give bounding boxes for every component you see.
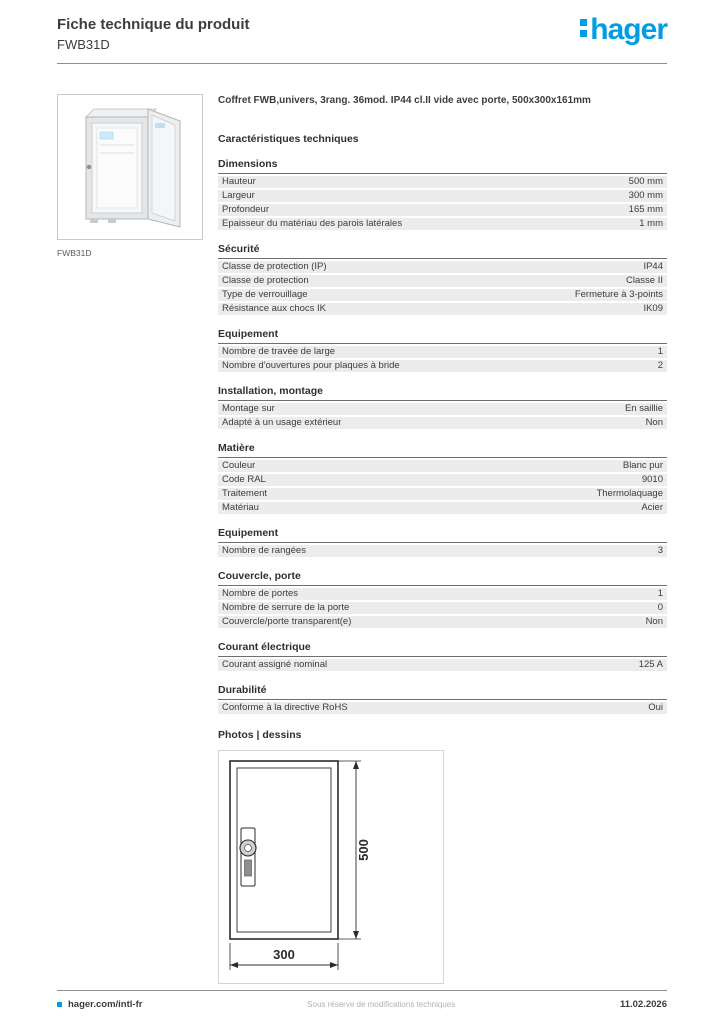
spec-label: Montage sur — [222, 403, 275, 415]
spec-row — [218, 275, 667, 287]
spec-row — [218, 616, 667, 628]
spec-section-title: Equipement — [218, 328, 667, 344]
spec-rows — [218, 588, 667, 628]
drawing-height-label: 500 — [356, 838, 371, 861]
footer-left — [57, 999, 142, 1010]
spec-row — [218, 460, 667, 472]
drawing-heading: Photos | dessins — [218, 728, 302, 741]
spec-rows — [218, 403, 667, 429]
spec-label: Couvercle/porte transparent(e) — [222, 616, 352, 628]
footer-date: 11.02.2026 — [619, 999, 667, 1010]
page-header — [57, 13, 667, 64]
spec-label: Nombre de rangées — [222, 545, 306, 557]
spec-value: IP44 — [643, 261, 663, 273]
spec-label: Courant assigné nominal — [222, 659, 328, 671]
photo-column — [57, 94, 203, 984]
spec-value: 300 mm — [628, 190, 663, 202]
spec-row — [218, 702, 667, 714]
hager-logo-text: hager — [590, 13, 667, 46]
spec-value: 500 mm — [628, 176, 663, 188]
spec-rows — [218, 702, 667, 714]
spec-label: Résistance aux chocs IK — [222, 303, 327, 315]
spec-value: 1 mm — [639, 218, 663, 230]
product-photo — [64, 101, 196, 233]
spec-section-title: Dimensions — [218, 158, 667, 174]
product-code: FWB31D — [57, 37, 110, 52]
page-footer — [57, 990, 667, 1010]
spec-section-title: Sécurité — [218, 243, 667, 259]
spec-section — [218, 684, 667, 714]
spec-rows — [218, 176, 667, 230]
spec-value: 1 — [657, 346, 663, 358]
spec-section — [218, 442, 667, 514]
spec-section — [218, 641, 667, 671]
spec-value: 9010 — [641, 474, 663, 486]
spec-value: 2 — [657, 360, 663, 372]
spec-row — [218, 417, 667, 429]
spec-row — [218, 659, 667, 671]
spec-row — [218, 261, 667, 273]
spec-row — [218, 403, 667, 415]
spec-row — [218, 303, 667, 315]
spec-section — [218, 328, 667, 372]
drawing-width-label: 300 — [273, 946, 295, 962]
spec-value: Acier — [641, 502, 663, 514]
spec-value: Non — [645, 616, 663, 628]
spec-row — [218, 602, 667, 614]
hager-logo — [580, 13, 667, 46]
product-description: Coffret FWB,univers, 3rang. 36mod. IP44 cl.II vide avec porte, 500x300x161mm — [218, 94, 591, 106]
main-content — [57, 94, 667, 984]
spec-section — [218, 243, 667, 315]
spec-row — [218, 502, 667, 514]
spec-value: Classe II — [626, 275, 663, 287]
spec-rows — [218, 460, 667, 514]
spec-label: Classe de protection (IP) — [222, 261, 327, 273]
spec-row — [218, 488, 667, 500]
spec-value: IK09 — [643, 303, 663, 315]
spec-label: Epaisseur du matériau des parois latérales — [222, 218, 403, 230]
hager-logo-colon-icon — [580, 19, 587, 37]
spec-value: 0 — [657, 602, 663, 614]
product-photo-frame — [57, 94, 203, 240]
spec-section-title: Durabilité — [218, 684, 667, 700]
spec-rows — [218, 261, 667, 315]
footer-website-link[interactable]: hager.com/intl-fr — [68, 999, 143, 1010]
spec-value: Blanc pur — [622, 460, 663, 472]
footer-disclaimer: Sous réserve de modifications techniques — [307, 1000, 456, 1009]
spec-label: Largeur — [222, 190, 255, 202]
spec-label: Profondeur — [222, 204, 270, 216]
spec-section-title: Equipement — [218, 527, 667, 543]
product-photo-caption: FWB31D — [57, 247, 92, 258]
spec-row — [218, 474, 667, 486]
spec-rows — [218, 659, 667, 671]
spec-label: Nombre de serrure de la porte — [222, 602, 350, 614]
spec-row — [218, 204, 667, 216]
spec-value: 165 mm — [628, 204, 663, 216]
spec-section — [218, 527, 667, 557]
spec-row — [218, 176, 667, 188]
spec-value: En saillie — [624, 403, 663, 415]
spec-section-title: Matière — [218, 442, 667, 458]
spec-section — [218, 158, 667, 230]
spec-row — [218, 289, 667, 301]
spec-row — [218, 346, 667, 358]
technical-drawing-frame — [218, 750, 444, 984]
spec-row — [218, 218, 667, 230]
spec-label: Code RAL — [222, 474, 266, 486]
spec-section — [218, 570, 667, 628]
hager-bullet-icon — [57, 1002, 62, 1007]
spec-label: Couleur — [222, 460, 256, 472]
spec-section-title: Couvercle, porte — [218, 570, 667, 586]
spec-value: Fermeture à 3-points — [574, 289, 663, 301]
spec-value: 1 — [657, 588, 663, 600]
spec-label: Conforme à la directive RoHS — [222, 702, 348, 714]
spec-value: Non — [645, 417, 663, 429]
spec-row — [218, 545, 667, 557]
spec-value: 125 A — [638, 659, 663, 671]
spec-value: Oui — [648, 702, 663, 714]
spec-section-title: Installation, montage — [218, 385, 667, 401]
spec-label: Type de verrouillage — [222, 289, 308, 301]
spec-section — [218, 385, 667, 429]
spec-label: Matériau — [222, 502, 259, 514]
spec-sections — [218, 158, 667, 714]
spec-row — [218, 190, 667, 202]
spec-label: Nombre de portes — [222, 588, 299, 600]
spec-rows — [218, 346, 667, 372]
spec-row — [218, 588, 667, 600]
technical-drawing — [225, 756, 439, 980]
spec-rows — [218, 545, 667, 557]
spec-value: 3 — [657, 545, 663, 557]
spec-column — [218, 94, 667, 984]
spec-label: Traitement — [222, 488, 268, 500]
spec-label: Nombre de travée de large — [222, 346, 336, 358]
spec-label: Nombre d'ouvertures pour plaques à bride — [222, 360, 400, 372]
specs-heading: Caractéristiques techniques — [218, 132, 359, 145]
spec-row — [218, 360, 667, 372]
page-title: Fiche technique du produit — [57, 16, 250, 33]
spec-section-title: Courant électrique — [218, 641, 667, 657]
spec-value: Thermolaquage — [596, 488, 663, 500]
header-titles — [57, 16, 250, 53]
spec-label: Hauteur — [222, 176, 256, 188]
spec-label: Adapté à un usage extérieur — [222, 417, 342, 429]
spec-label: Classe de protection — [222, 275, 309, 287]
